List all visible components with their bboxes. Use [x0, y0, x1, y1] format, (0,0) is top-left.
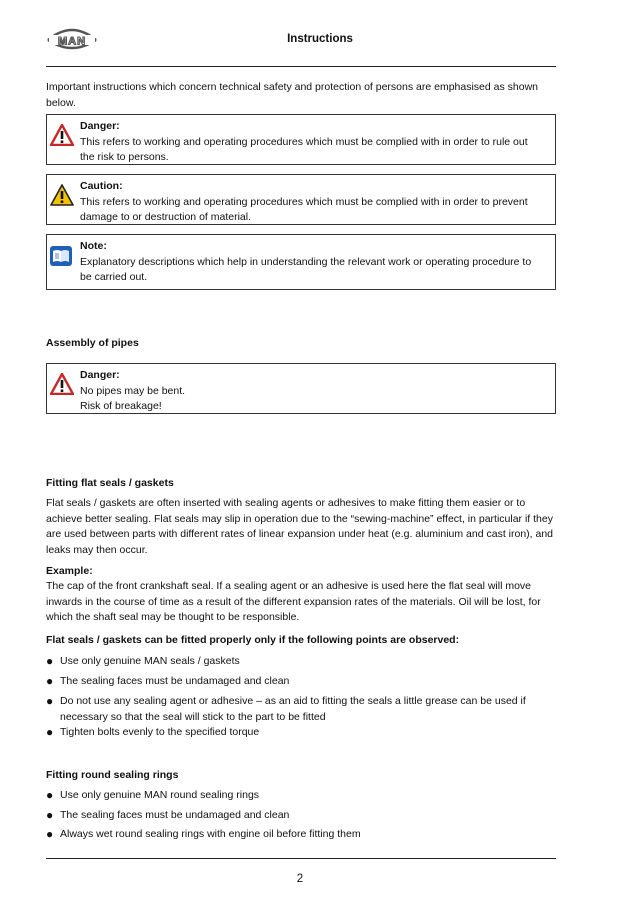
list-item-text: Do not use any sealing agent or adhesive – as an aid to fitting the seals a little grease can be used if necessary so that the seal will stick to the part to be fitted — [60, 695, 526, 723]
man-logo — [46, 26, 98, 52]
assembly-danger-box — [46, 363, 556, 414]
caution-text: This refers to working and operating procedures which must be complied with in order to prevent damage to or destruction of material. — [80, 195, 528, 223]
warning-triangle-icon — [50, 184, 74, 206]
list-item-text: The sealing faces must be undamaged and clean — [60, 809, 290, 821]
footer-divider — [46, 858, 556, 859]
list-item — [46, 694, 558, 726]
list-item-text: The sealing faces must be undamaged and clean — [60, 675, 290, 687]
note-text: Explanatory descriptions which help in understanding the relevant work or operating procedure to be carried out. — [80, 255, 532, 283]
warning-triangle-icon — [50, 373, 74, 395]
list-item — [46, 808, 558, 824]
list-item — [46, 725, 558, 741]
page-number: 2 — [296, 873, 304, 885]
bullet-icon: ● — [46, 674, 54, 688]
list-item-text: Always wet round sealing rings with engine oil before fitting them — [60, 828, 361, 840]
bullet-icon: ● — [46, 654, 54, 668]
danger-text: This refers to working and operating procedures which must be complied with in order to rule out the risk to persons. — [80, 135, 528, 163]
list-item — [46, 674, 558, 690]
assembly-danger-line1: No pipes may be bent. — [80, 384, 186, 397]
danger-label: Danger: — [80, 120, 120, 132]
flat-seals-body: Flat seals / gaskets are often inserted with sealing agents or adhesives to make fitting them easier or to achieve better sealing. Flat seals may slip in operation due to the “sewing-machine” effect, in particular if they are used between parts with different rates of linear expansion under heat (e.g. aluminium and cast iron), and leaks may then occur. — [46, 497, 554, 556]
note-notice-box — [46, 234, 556, 290]
list-item — [46, 788, 558, 804]
flat-seals-points-heading: Flat seals / gaskets can be fitted properly only if the following points are observed: — [46, 634, 460, 646]
flat-seals-heading: Fitting flat seals / gaskets — [46, 477, 174, 489]
bullet-icon: ● — [46, 694, 54, 708]
caution-label: Caution: — [80, 180, 123, 192]
round-rings-heading: Fitting round sealing rings — [46, 769, 179, 781]
page-header-title: Instructions — [287, 33, 353, 45]
bullet-icon: ● — [46, 827, 54, 841]
warning-triangle-icon — [50, 124, 74, 146]
danger-notice-box — [46, 114, 556, 165]
intro-paragraph: Important instructions which concern technical safety and protection of persons are emphasised as shown below. — [46, 81, 539, 109]
caution-notice-box — [46, 174, 556, 225]
example-label: Example: — [46, 565, 93, 577]
assembly-danger-line2: Risk of breakage! — [80, 400, 162, 412]
bullet-icon: ● — [46, 808, 54, 822]
assembly-danger-label: Danger: — [80, 369, 120, 381]
header-divider — [46, 66, 556, 67]
list-item-text: Use only genuine MAN round sealing rings — [60, 789, 260, 801]
list-item — [46, 827, 558, 843]
note-label: Note: — [80, 240, 107, 252]
assembly-heading: Assembly of pipes — [46, 337, 139, 349]
svg-text:MAN: MAN — [57, 35, 87, 48]
list-item-text: Tighten bolts evenly to the specified torque — [60, 726, 260, 738]
list-item-text: Use only genuine MAN seals / gaskets — [60, 655, 240, 667]
list-item — [46, 654, 558, 670]
man-logo-graphic — [46, 26, 98, 52]
example-text: The cap of the front crankshaft seal. If a sealing agent or an adhesive is used here the flat seal will move inwards in the course of time as a result of the different expansion rates of the materials. Oil will be lost, for which the shaft seal may be thought to be responsible. — [46, 580, 541, 623]
manual-book-icon — [49, 245, 73, 267]
bullet-icon: ● — [46, 725, 54, 739]
bullet-icon: ● — [46, 788, 54, 802]
